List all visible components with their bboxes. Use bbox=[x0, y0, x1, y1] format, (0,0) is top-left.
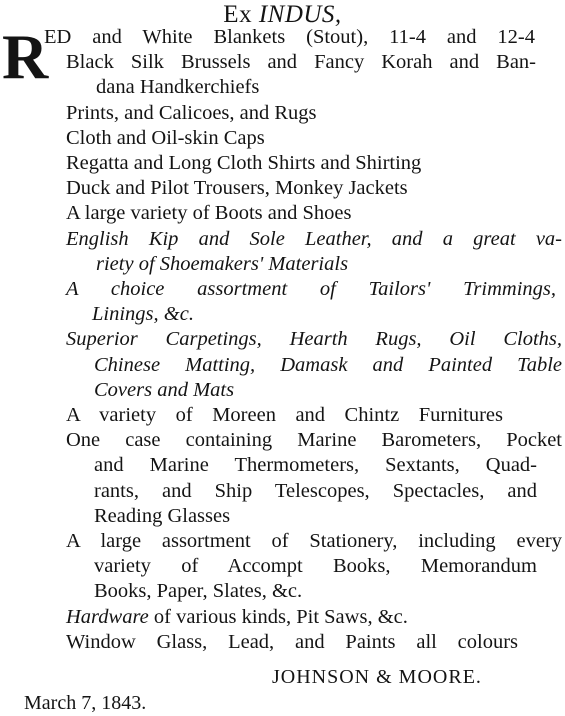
item-text: Prints, and Calicoes, and Rugs bbox=[66, 101, 317, 124]
item-line bbox=[94, 504, 230, 528]
item-text: A large assortment of Stationery, including every bbox=[66, 530, 562, 552]
item-text: and Marine Thermometers, Sextants, Quad- bbox=[94, 454, 537, 477]
item-line bbox=[44, 25, 535, 49]
item-line bbox=[94, 453, 537, 477]
merchant-signature: JOHNSON & MOORE. bbox=[272, 666, 482, 688]
item-text: A large variety of Boots and Shoes bbox=[66, 202, 352, 225]
item-text: dana Handkerchiefs bbox=[96, 76, 260, 99]
item-line bbox=[96, 252, 348, 276]
item-line bbox=[66, 126, 265, 150]
item-line bbox=[94, 353, 562, 377]
item-line bbox=[66, 529, 562, 553]
item-text: Cloth and Oil-skin Caps bbox=[66, 126, 265, 149]
item-text: Hardware bbox=[66, 605, 149, 628]
item-text: Chinese Matting, Damask and Painted Table bbox=[94, 353, 562, 376]
item-text: variety of Accompt Books, Memorandum bbox=[94, 555, 537, 578]
item-text: A variety of Moreen and Chintz Furnitures bbox=[66, 404, 503, 426]
item-line bbox=[66, 403, 503, 427]
item-line bbox=[94, 554, 537, 578]
item-text-rest: of various kinds, Pit Saws, &c. bbox=[148, 605, 408, 628]
item-line bbox=[66, 630, 518, 654]
item-text: Duck and Pilot Trousers, Monkey Jackets bbox=[66, 177, 408, 200]
item-line bbox=[66, 227, 562, 251]
item-line bbox=[94, 579, 302, 603]
item-line bbox=[66, 151, 421, 175]
item-text: Books, Paper, Slates, &c. bbox=[94, 580, 303, 603]
item-text: Linings, &c. bbox=[92, 303, 194, 326]
item-line bbox=[66, 101, 317, 125]
item-text: A choice assortment of Tailors' Trimmings, bbox=[66, 278, 556, 300]
item-line bbox=[96, 75, 259, 99]
advert-date: March 7, 1843. bbox=[24, 692, 147, 714]
item-text: Window Glass, Lead, and Paints all colours bbox=[66, 630, 518, 653]
item-text: Reading Glasses bbox=[94, 504, 231, 527]
ship-name: INDUS, bbox=[258, 1, 342, 28]
item-line bbox=[66, 176, 408, 200]
item-text: Regatta and Long Cloth Shirts and Shirting bbox=[66, 152, 422, 174]
item-line bbox=[66, 605, 408, 629]
item-text: Black Silk Brussels and Fancy Korah and Ban- bbox=[66, 51, 536, 74]
item-line bbox=[66, 50, 536, 74]
item-text: Superior Carpetings, Hearth Rugs, Oil Cloths, bbox=[66, 328, 562, 351]
item-line bbox=[92, 302, 194, 326]
item-text: ED and White Blankets (Stout), 11-4 and 12-4 bbox=[44, 26, 535, 48]
item-line bbox=[94, 378, 234, 402]
item-line bbox=[66, 327, 562, 351]
item-line bbox=[94, 479, 537, 503]
header-prefix: Ex bbox=[223, 1, 253, 28]
drop-cap: R bbox=[2, 21, 49, 92]
item-text: Covers and Mats bbox=[94, 378, 235, 401]
item-line bbox=[66, 428, 562, 452]
item-line bbox=[66, 277, 556, 301]
item-text: riety of Shoemakers' Materials bbox=[96, 252, 349, 275]
item-text: rants, and Ship Telescopes, Spectacles, and bbox=[94, 479, 537, 502]
item-text: English Kip and Sole Leather, and a great va- bbox=[66, 227, 562, 250]
item-line bbox=[66, 201, 351, 225]
item-text: One case containing Marine Barometers, Pocket bbox=[66, 429, 562, 452]
